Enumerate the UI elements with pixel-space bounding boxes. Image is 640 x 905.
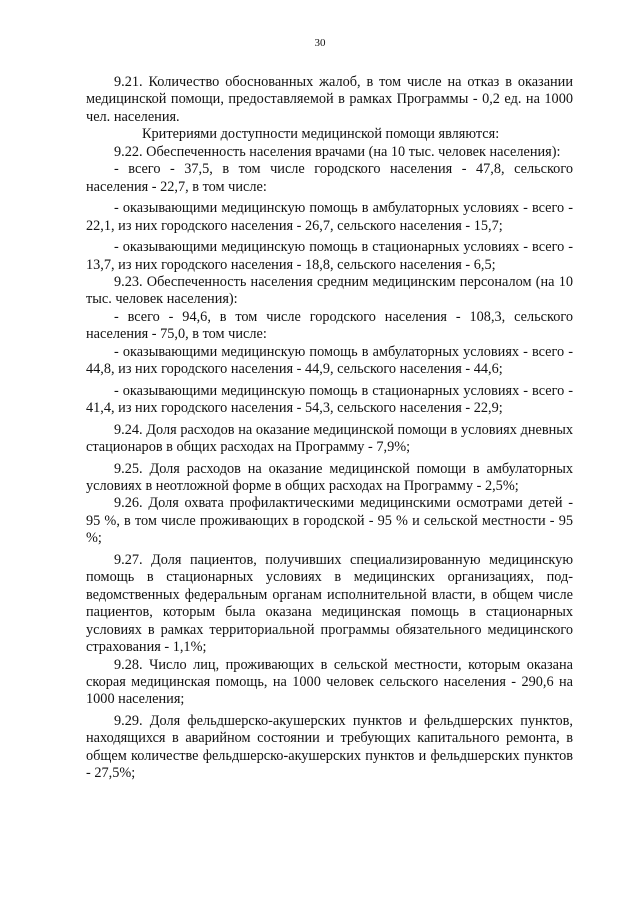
paragraph-9-21: 9.21. Количество обоснованных жалоб, в том числе на отказ в оказании медицинской помощи, предоставляемой в рамках Программы - 0,2 ед. на 1000 чел. населения. (86, 74, 573, 125)
paragraph-9-23: 9.23. Обеспеченность населения средним медицинским персоналом (на 10 тыс. человек населения): (86, 273, 573, 308)
list-item-nurses-outpatient: - оказывающими медицинскую помощь в амбулаторных условиях - всего - 44,8, из них городского населения - 44,9, сельского населения - 44,6; (86, 343, 573, 378)
paragraph-9-24: 9.24. Доля расходов на оказание медицинской помощи в условиях дневных стационаров в общих расходах на Программу - 7,9%; (86, 421, 573, 456)
list-item-doctors-inpatient: - оказывающими медицинскую помощь в стационарных условиях - всего - 13,7, из них городского населения - 18,8, сельского населения - 6,5; (86, 239, 573, 273)
paragraph-9-28: 9.28. Число лиц, проживающих в сельской местности, которым оказана скорая медицинская помощь, на 1000 человек сельского населения - 290,6 на 1000 населения; (86, 656, 573, 708)
paragraph-9-29: 9.29. Доля фельдшерско-акушерских пунктов и фельдшерских пунктов, находящихся в аварийном состоянии и требующих капитального ремонта, в общем количестве фельдшерско-акушерских пунктов и фельдшерских пунктов - 27,5%; (86, 712, 573, 782)
paragraph-9-22: 9.22. Обеспеченность населения врачами (на 10 тыс. человек населения): (114, 143, 561, 160)
document-body (86, 74, 573, 783)
paragraph-9-25: 9.25. Доля расходов на оказание медицинской помощи в амбулаторных условиях в неотложной форме в общих расходах на Программу - 2,5%; (86, 460, 573, 494)
page-number: 30 (314, 37, 326, 49)
paragraph-9-26: 9.26. Доля охвата профилактическими медицинскими осмотрами детей - 95 %, в том числе проживающих в городской - 95 % и сельской местности - 95 %; (86, 495, 573, 547)
list-item-nurses-total: - всего - 94,6, в том числе городского населения - 108,3, сельского населения - 75,0, в том числе: (86, 308, 573, 343)
list-item-doctors-total: - всего - 37,5, в том числе городского населения - 47,8, сельского населения - 22,7, в том числе: (86, 161, 573, 195)
list-item-doctors-outpatient: - оказывающими медицинскую помощь в амбулаторных условиях - всего - 22,1, из них городского населения - 26,7, сельского населения - 15,7; (86, 200, 573, 234)
paragraph-9-27: 9.27. Доля пациентов, получивших специализированную медицинскую помощь в стационарных условиях в медицинских организациях, подведомственных федеральным органам исполнительной власти, в общем числе пациентов, которым была оказана медицинская помощь в стационарных условиях в рамках территориальной программы обязательного медицинского страхования - 1,1%; (86, 551, 573, 656)
list-item-nurses-inpatient: - оказывающими медицинскую помощь в стационарных условиях - всего - 41,4, из них городского населения - 54,3, сельского населения - 22,9; (86, 382, 573, 417)
paragraph-accessibility-heading: Критериями доступности медицинской помощи являются: (142, 126, 500, 143)
